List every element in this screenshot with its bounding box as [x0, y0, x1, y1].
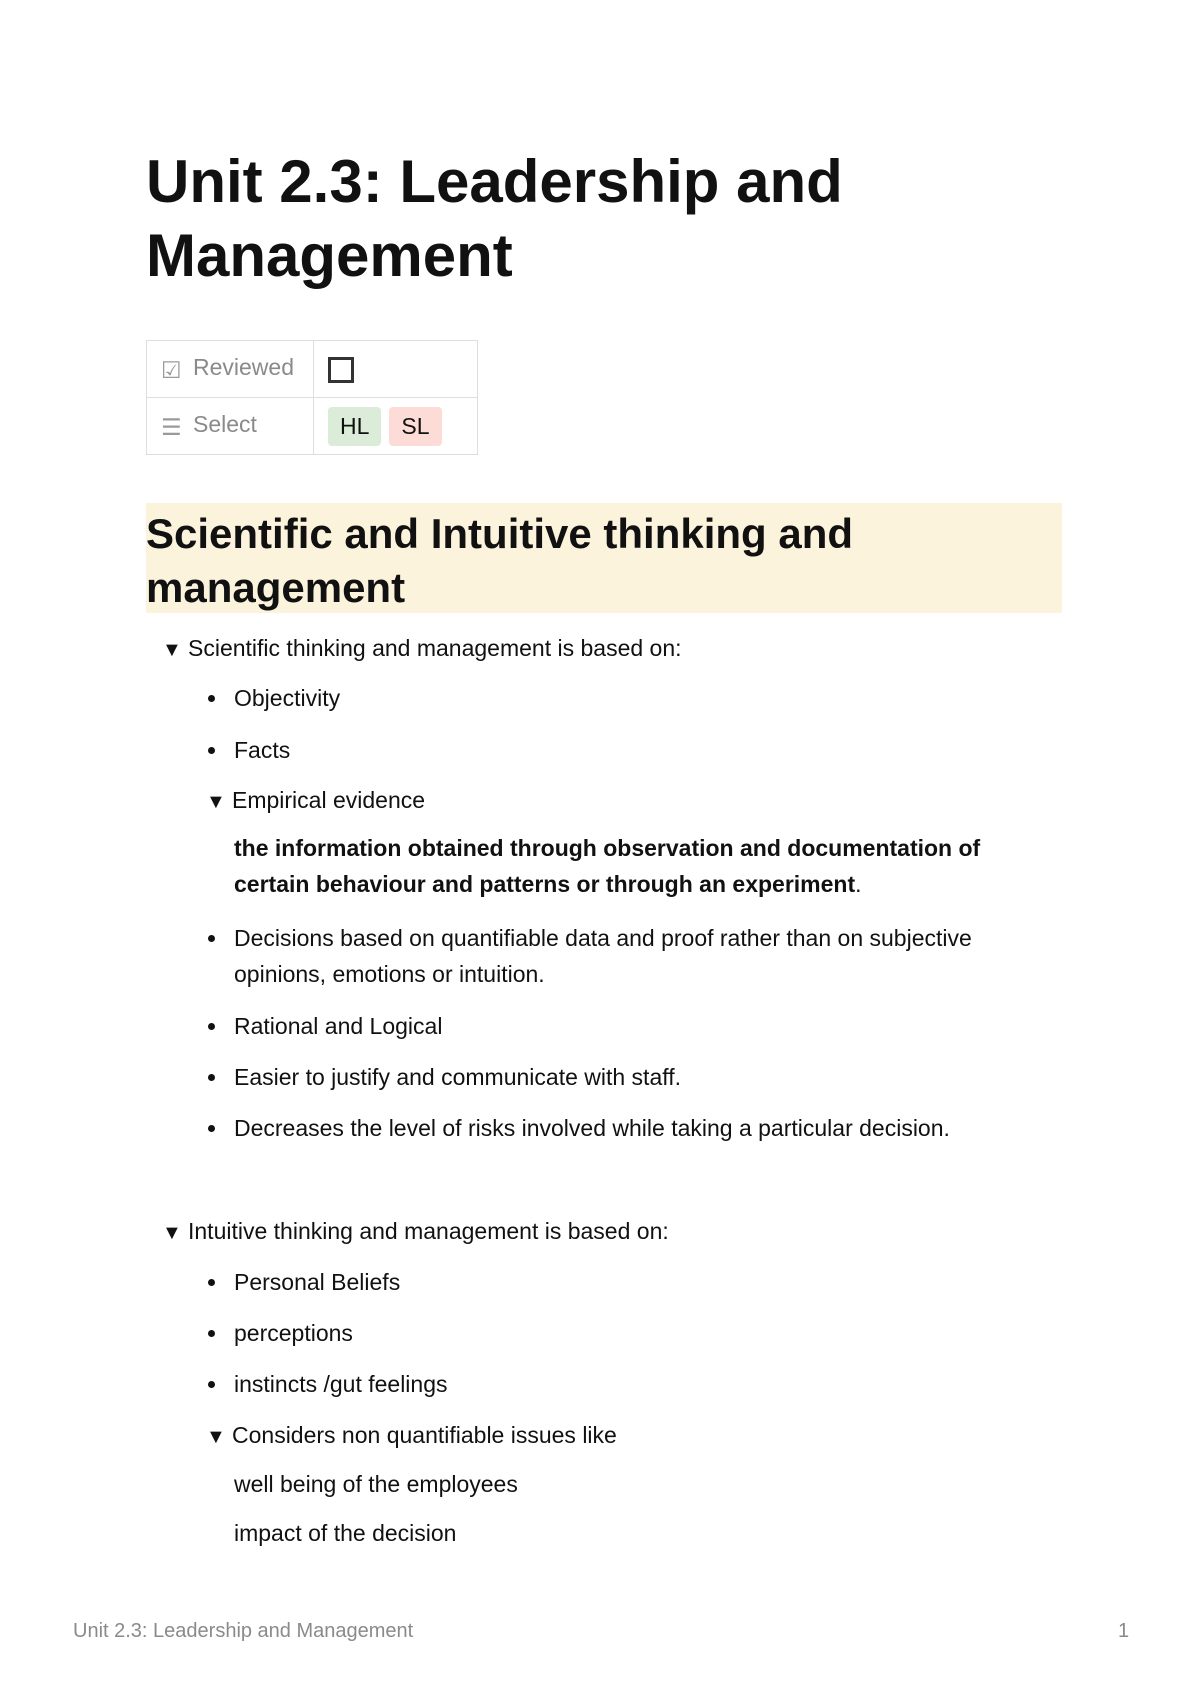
bullet-icon	[208, 695, 215, 702]
list-item-text: Objectivity	[234, 685, 341, 711]
section-heading: Scientific and Intuitive thinking and management	[146, 510, 854, 611]
list-item	[234, 1366, 448, 1402]
list-item	[234, 680, 340, 716]
tag-sl[interactable]: SL	[389, 407, 441, 446]
list-item	[234, 1315, 353, 1351]
list-item-text: Decisions based on quantifiable data and proof rather than on subjective opinions, emotions or intuition.	[234, 925, 972, 987]
property-row-reviewed	[147, 341, 478, 398]
bullet-icon	[208, 1125, 215, 1132]
list-item-text: instincts /gut feelings	[234, 1371, 448, 1397]
toggle-issues-label: Considers non quantifiable issues like	[232, 1422, 617, 1448]
checkbox-property-icon: ☑	[161, 357, 182, 383]
list-item	[234, 732, 290, 768]
list-item	[234, 1110, 950, 1146]
list-item-text: Decreases the level of risks involved while taking a particular decision.	[234, 1115, 950, 1141]
bullet-icon	[208, 1330, 215, 1337]
empirical-definition-end: .	[855, 871, 862, 897]
list-item-text: Facts	[234, 737, 291, 763]
issue-text: impact of the decision	[234, 1520, 457, 1546]
list-item-text: perceptions	[234, 1320, 353, 1346]
list-item	[234, 1059, 681, 1095]
empirical-definition-bold: the information obtained through observation and documentation of certain behaviour and patterns or through an experiment	[234, 835, 981, 897]
toggle-intuitive-label: Intuitive thinking and management is based on:	[188, 1218, 669, 1244]
toggle-issues[interactable]	[206, 1417, 617, 1455]
section-heading-block	[146, 503, 1062, 613]
footer-title: Unit 2.3: Leadership and Management	[73, 1620, 414, 1642]
list-item	[234, 1264, 400, 1300]
select-label: Select	[193, 411, 257, 437]
property-value-reviewed	[314, 341, 478, 398]
triangle-down-icon[interactable]: ▼	[162, 1222, 182, 1244]
page-number: 1	[1118, 1620, 1130, 1642]
list-property-icon: ☰	[161, 414, 182, 440]
bullet-icon	[208, 935, 215, 942]
properties-table	[146, 340, 478, 455]
reviewed-checkbox[interactable]	[328, 357, 354, 383]
property-value-select[interactable]	[314, 398, 478, 455]
toggle-scientific-label: Scientific thinking and management is based on:	[188, 635, 682, 661]
bullet-icon	[208, 1074, 215, 1081]
list-item	[234, 1008, 442, 1044]
list-item-text: Personal Beliefs	[234, 1269, 401, 1295]
bullet-icon	[208, 1279, 215, 1286]
property-key-reviewed	[147, 341, 314, 398]
list-item	[234, 920, 1054, 992]
toggle-empirical[interactable]	[206, 782, 425, 820]
bullet-icon	[208, 747, 215, 754]
bullet-icon	[208, 1381, 215, 1388]
property-key-select	[147, 398, 314, 455]
empirical-definition	[234, 830, 1054, 902]
bullet-icon	[208, 1023, 215, 1030]
triangle-down-icon[interactable]: ▼	[206, 1426, 226, 1448]
toggle-intuitive[interactable]	[162, 1213, 669, 1251]
property-row-select	[147, 398, 478, 455]
triangle-down-icon[interactable]: ▼	[206, 791, 226, 813]
page-title: Unit 2.3: Leadership and Management	[146, 148, 843, 289]
reviewed-label: Reviewed	[193, 354, 294, 380]
issue-text: well being of the employees	[234, 1471, 518, 1497]
toggle-empirical-label: Empirical evidence	[232, 787, 426, 813]
tag-hl[interactable]: HL	[328, 407, 381, 446]
list-item-text: Easier to justify and communicate with staff.	[234, 1064, 681, 1090]
list-item-text: Rational and Logical	[234, 1013, 443, 1039]
toggle-scientific[interactable]	[162, 630, 682, 668]
triangle-down-icon[interactable]: ▼	[162, 639, 182, 661]
